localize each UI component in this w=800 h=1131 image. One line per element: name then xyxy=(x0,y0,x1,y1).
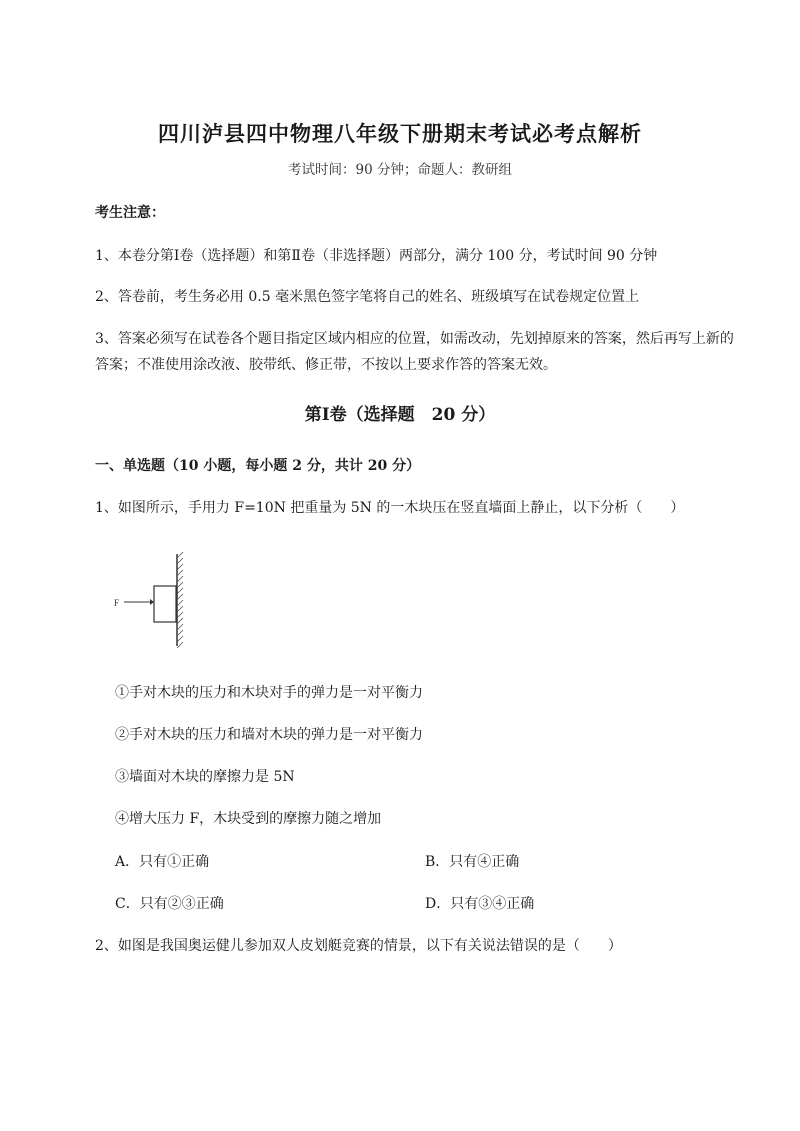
wall-hatching xyxy=(177,552,183,648)
statement-3: ③墙面对木块的摩擦力是 5N xyxy=(115,769,295,785)
section-title: 第Ⅰ卷（选择题 20 分） xyxy=(304,405,496,425)
option-d[interactable]: D．只有③④正确 xyxy=(425,896,535,912)
option-b[interactable]: B．只有④正确 xyxy=(425,854,520,870)
question-2-text: 2、如图是我国奥运健儿参加双人皮划艇竞赛的情景，以下有关说法错误的是（ ） xyxy=(95,938,622,954)
option-c[interactable]: C．只有②③正确 xyxy=(115,896,224,912)
notice-item-1: 1、本卷分第Ⅰ卷（选择题）和第Ⅱ卷（非选择题）两部分，满分 100 分，考试时间 90 分钟 xyxy=(95,248,658,264)
notice-heading: 考生注意： xyxy=(95,205,165,221)
part-heading: 一、单选题（10 小题，每小题 2 分，共计 20 分） xyxy=(95,458,421,474)
notice-item-3: 3、答案必须写在试卷各个题目指定区域内相应的位置，如需改动，先划掉原来的答案，然后再写上新的答案；不准使用涂改液、胶带纸、修正带，不按以上要求作答的答案无效。 xyxy=(95,331,734,373)
wall-block-figure xyxy=(110,548,220,658)
notice-item-2: 2、答卷前，考生务必用 0.5 毫米黑色签字笔将自己的姓名、班级填写在试卷规定位置上 xyxy=(95,289,640,305)
option-a[interactable]: A．只有①正确 xyxy=(115,854,210,870)
statement-4: ④增大压力 F，木块受到的摩擦力随之增加 xyxy=(115,811,382,827)
force-label: F xyxy=(114,598,120,608)
statement-2: ②手对木块的压力和墙对木块的弹力是一对平衡力 xyxy=(115,727,423,743)
statement-1: ①手对木块的压力和木块对手的弹力是一对平衡力 xyxy=(115,685,423,701)
exam-subtitle: 考试时间：90 分钟；命题人：教研组 xyxy=(288,162,512,178)
question-1-text: 1、如图所示，手用力 F=10N 把重量为 5N 的一木块压在竖直墙面上静止，以下分析（ ） xyxy=(95,500,685,516)
exam-title: 四川泸县四中物理八年级下册期末考试必考点解析 xyxy=(158,121,642,146)
force-arrowhead xyxy=(150,599,154,605)
wooden-block xyxy=(154,586,176,622)
